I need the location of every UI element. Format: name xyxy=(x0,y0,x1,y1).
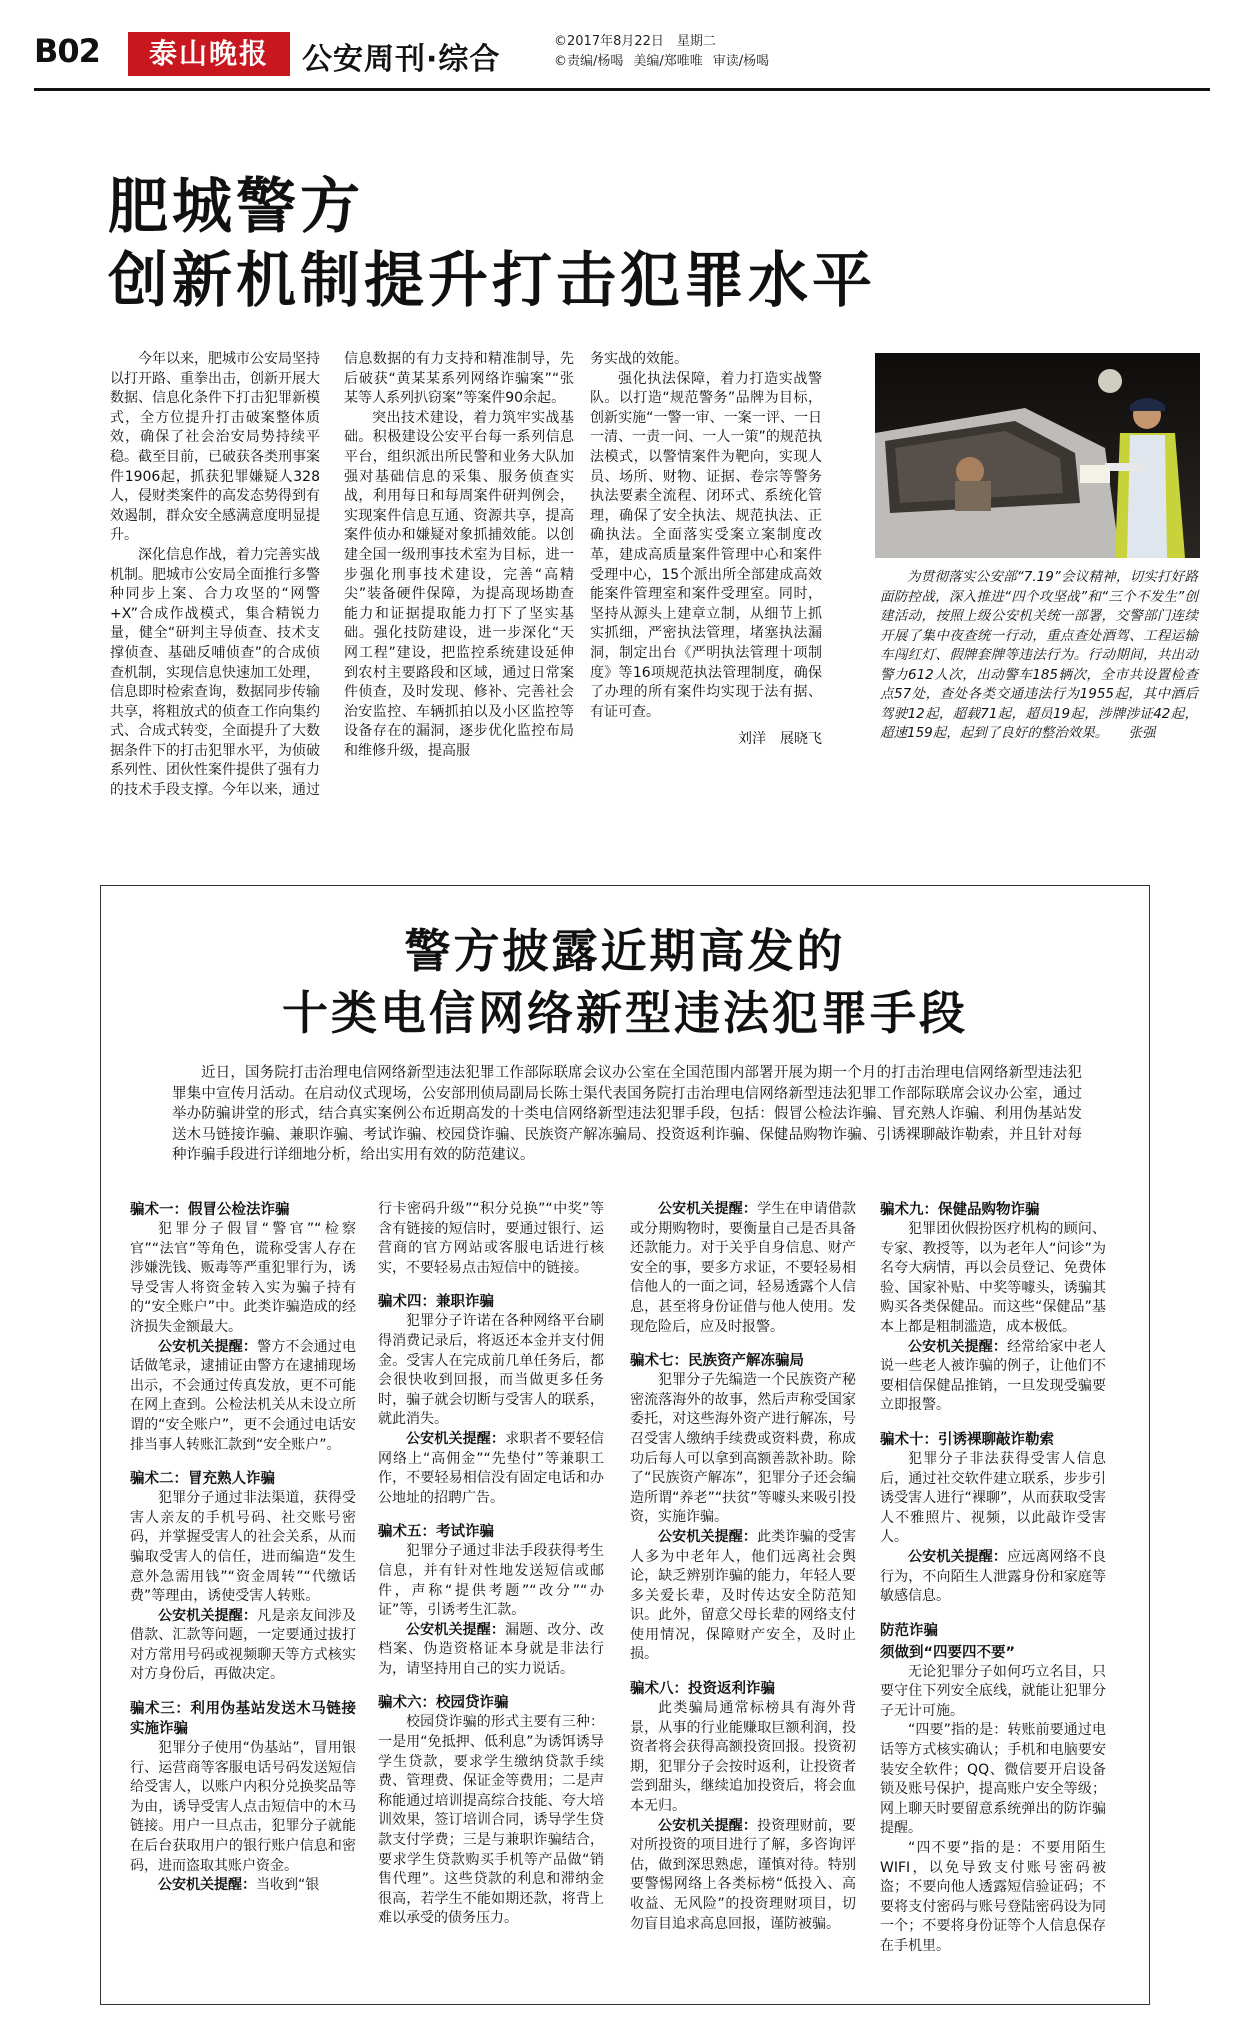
tip-text: 漏题、改分、改档案、伪造资格证本身就是非法行为，请坚持用自己的实力说话。 xyxy=(378,1621,605,1677)
article1-column-2 xyxy=(344,350,574,761)
scam-6-title: 骗术六：校园贷诈骗 xyxy=(378,1695,509,1712)
issue-meta xyxy=(554,32,779,72)
prevention-subtitle: 须做到“四要四不要” xyxy=(880,1644,1016,1661)
newspaper-logo: 泰山晚报 xyxy=(128,32,290,76)
scam-8-body: 此类骗局通常标榜具有海外背景，从事的行业能赚取巨额利润，投资者将会获得高额投资回报。投资初期，犯罪分子会按时返利，让投资者尝到甜头，继续追加投资后，将会血本无归。 xyxy=(630,1700,856,1815)
article2-column-3 xyxy=(630,1200,856,1934)
tip-label: 公安机关提醒： xyxy=(158,1607,258,1624)
tip-text: 凡是亲友间涉及借款、汇款等问题，一定要通过拔打对方常用号码或视频聊天等方式核实对方身份后，再做决定。 xyxy=(130,1607,357,1683)
reviewer-credit: 审读/杨喝 xyxy=(712,54,770,69)
photo-caption xyxy=(880,568,1198,744)
scam-5-tip xyxy=(378,1621,604,1680)
traffic-police-photo xyxy=(875,353,1200,558)
article1-column-3 xyxy=(590,350,822,750)
tip-label: 公安机关提醒： xyxy=(658,1201,758,1217)
photo-illustration xyxy=(875,353,1200,558)
prevention-paragraph: 无论犯罪分子如何巧立名目，只要守住下列安全底线，就能让犯罪分子无计可施。 xyxy=(880,1663,1106,1719)
header-rule xyxy=(34,88,1210,91)
prevention-title: 防范诈骗 xyxy=(880,1622,938,1639)
tip-text: 当收到“银 xyxy=(256,1877,320,1894)
intro-text: 近日，国务院打击治理电信网络新型违法犯罪工作部际联席会议办公室在全国范围内部署开展为期一个月的打击治理电信网络新型违法犯罪集中宣传月活动。在启动仪式现场，公安部刑侦局副局长陈士渠代表国务院打击治理电信网络新型违法犯罪工作部际联席会议办公室，通过举办防骗讲堂的形式，结合真实案例公布近期高发的十类电信网络新型违法犯罪手段，包括：假冒公检法诈骗、冒充熟人诈骗、利用伪基站发送木马链接诈骗、兼职诈骗、考试诈骗、校园贷诈骗、民族资产解冻骗局、投资返利诈骗、保健品购物诈骗、引诱裸聊敲诈勒索，并且针对每种诈骗手段进行详细地分析，给出实用有效的防范建议。 xyxy=(172,1065,1082,1163)
tip-label: 公安机关提醒： xyxy=(406,1621,506,1638)
tip-label: 公安机关提醒： xyxy=(658,1817,758,1834)
tip-text: 经常给家中老人说一些老人被诈骗的例子，让他们不要相信保健品推销，一旦发现受骗要立即报警。 xyxy=(880,1338,1107,1414)
headline-line-1: 肥城警方 xyxy=(108,172,364,242)
article2-intro xyxy=(172,1063,1082,1166)
tip-text: 此类诈骗的受害人多为中老年人，他们远离社会舆论，缺乏辨别诈骗的能力，年轻人要多关爱长辈，及时传达安全防范知识。此外，留意父母长辈的网络支付使用情况，保障财产安全，及时止损。 xyxy=(630,1528,857,1663)
prevention-paragraph: “四不要”指的是：不要用陌生WIFI，以免导致支付账号密码被盗；不要向他人透露短信验证码；不要将支付密码与账号登陆密码设为同一个；不要将身份证等个人信息保存在手机里。 xyxy=(880,1840,1106,1954)
scam-1-body: 犯罪分子假冒“警官”“检察官”“法官”等角色，谎称受害人存在涉嫌洗钱、贩毒等严重犯罪行为，诱导受害人将资金转入实为骗子持有的“安全账户”中。此类诈骗造成的经济损失金额最大。 xyxy=(130,1221,356,1335)
tip-label: 公安机关提醒： xyxy=(908,1338,1008,1355)
article1-column-1 xyxy=(110,350,320,801)
scam-1-title: 骗术一：假冒公检法诈骗 xyxy=(130,1202,290,1218)
scam-7-body: 犯罪分子先编造一个民族资产秘密流落海外的故事，然后声称受国家委托，对这些海外资产进行解冻，号召受害人缴纳手续费或资料费，称成功后每人可以拿到高额善款补助。除了“民族资产解冻”，犯罪分子还会编造所谓“养老”“扶贫”等噱头来吸引投资，实施诈骗。 xyxy=(630,1372,856,1526)
scam-7-title: 骗术七：民族资产解冻骗局 xyxy=(630,1353,804,1370)
article2-column-1 xyxy=(130,1200,356,1896)
scam-4-body: 犯罪分子许诺在各种网络平台刷得消费记录后，将返还本金并支付佣金。受害人在完成前几单任务后，都会很快收到回报，而当做更多任务时，骗子就会切断与受害人的联系，就此消失。 xyxy=(378,1313,604,1428)
scam-5-body: 犯罪分子通过非法手段获得考生信息，并有针对性地发送短信或邮件，声称“提供考题”“改分”“办证”等，引诱考生汇款。 xyxy=(378,1543,604,1619)
paragraph: 信息数据的有力支持和精准制导，先后破获“黄某某系列网络诈骗案”“张某等人系列扒窃案”等案件90余起。 xyxy=(344,351,574,407)
issue-date: ©2017年8月22日 星期二 xyxy=(554,34,716,49)
scam-7-tip xyxy=(630,1528,856,1665)
paragraph: 深化信息作战，着力完善实战机制。肥城市公安局全面推行多警种同步上案、合力攻坚的“网警+X”合成作战模式，集合精锐力量，健全“研判主导侦查、技术支撑侦查、基础反哺侦查”的合成侦查机制，实现信息快速加工处理，信息即时检索查询，数据同步传输共享，将粗放式的侦查工作向集约式、合成式转变，全面提升了大数据条件下的打击犯罪水平，为侦破系列性、团伙性案件提供了强有力的技术手段支撑。今年以来，通过 xyxy=(110,546,320,799)
headline-line-2: 创新机制提升打击犯罪水平 xyxy=(108,246,876,316)
scam-1-tip xyxy=(130,1338,356,1456)
scam-2-title: 骗术二：冒充熟人诈骗 xyxy=(130,1471,275,1488)
paragraph: 务实战的效能。 xyxy=(590,351,688,367)
tip-text: 学生在申请借款或分期购物时，要衡量自己是否具备还款能力。对于关乎自身信息、财产安全的事，要多方求证，不要轻易相信他人的一面之词，轻易透露个人信息，甚至将身份证借与他人使用。发现危险后，应及时报警。 xyxy=(630,1201,857,1335)
article2-column-2 xyxy=(378,1200,604,1929)
scam-10-title: 骗术十：引诱裸聊敲诈勒索 xyxy=(880,1431,1054,1448)
scam-6-tip xyxy=(630,1200,856,1337)
designer-credit: 美编/郑唯唯 xyxy=(633,54,703,69)
scam-9-title: 骗术九：保健品购物诈骗 xyxy=(880,1202,1040,1218)
paragraph: 突出技术建设，着力筑牢实战基础。积极建设公安平台每一系列信息平台，组织派出所民警和业务大队加强对基础信息的采集、服务侦查实战，利用每日和每周案件研判例会，实现案件信息互通、资源共享，提高案件侦办和嫌疑对象抓捕效能。以创建全国一级刑事技术室为目标，进一步强化刑事技术建设，完善“高精尖”装备硬件保障，为提高现场勘查能力和证据提取能力打下了坚实基础。强化技防建设，进一步深化“天网工程”建设，把监控系统建设延伸到农村主要路段和区域，通过日常案件侦查，及时发现、修补、完善社会治安监控、车辆抓拍以及小区监控等设备存在的漏洞，逐步优化监控布局和维修升级，提高服 xyxy=(344,409,574,759)
prevention-paragraph: “四要”指的是：转账前要通过电话等方式核实确认；手机和电脑要安装安全软件；QQ、微信要开启设备锁及账号保护，提高账户安全等级；网上聊天时要留意系统弹出的防诈骗提醒。 xyxy=(880,1722,1106,1837)
article2-column-4 xyxy=(880,1200,1106,1957)
headline-line-1: 警方披露近期高发的 xyxy=(404,924,846,978)
tip-text: 应远离网络不良行为，不向陌生人泄露身份和家庭等敏感信息。 xyxy=(880,1548,1107,1605)
scam-4-tip xyxy=(378,1430,604,1508)
page-number: B02 xyxy=(34,32,100,70)
scam-8-title: 骗术八：投资返利诈骗 xyxy=(630,1681,775,1698)
tip-text: 求职者不要轻信网络上“高佣金”“先垫付”等兼职工作，不要轻易相信没有固定电话和办公地址的招聘广告。 xyxy=(378,1430,605,1506)
paragraph: 今年以来，肥城市公安局坚持以打开路、重拳出击，创新开展大数据、信息化条件下打击犯罪新模式，全方位提升打击破案整体质效，确保了社会治安局势持续平稳。截至目前，已破获各类刑事案件1906起，抓获犯罪嫌疑人328人，侵财类案件的高发态势得到有效遏制，群众安全感满意度明显提升。 xyxy=(110,351,320,544)
headline-line-2: 十类电信网络新型违法犯罪手段 xyxy=(282,986,968,1040)
scam-9-tip xyxy=(880,1338,1106,1416)
tip-label: 公安机关提醒： xyxy=(406,1430,506,1447)
paragraph: 强化执法保障，着力打造实战警队。以打造“规范警务”品牌为目标，创新实施“一警一审、一案一评、一日一清、一责一问、一人一策”的规范执法模式，以警情案件为靶向，实现人员、场所、财物、证据、卷宗等警务执法要素全流程、闭环式、系统化管理，确保了安全执法、规范执法、正确执法。全面落实受案立案制度改革，建成高质量案件管理中心和案件受理中心，15个派出所全部建成高效能案件管理室和案件受理室。同时，坚持从源头上建章立制，从细节上抓实抓细，严密执法管理，堵塞执法漏洞，制定出台《严明执法管理十项制度》等16项规范执法管理制度，确保了办理的所有案件均实现于法有据、有证可查。 xyxy=(590,370,822,720)
scam-8-tip xyxy=(630,1817,856,1935)
scam-9-body: 犯罪团伙假扮医疗机构的顾问、专家、教授等，以为老年人“问诊”为名夸大病情，再以会员登记、免费体验、国家补贴、中奖等噱头，诱骗其购买各类保健品。而这些“保健品”基本上都是粗制滥造，成本极低。 xyxy=(880,1221,1106,1335)
scam-3-body: 犯罪分子使用“伪基站”，冒用银行、运营商等客服电话号码发送短信给受害人，以账户内积分兑换奖品等为由，诱导受害人点击短信中的木马链接。用户一旦点击，犯罪分子就能在后台获取用户的银行账户信息和密码，进而盗取其账户资金。 xyxy=(130,1740,356,1874)
scam-3-tip xyxy=(130,1876,356,1896)
tip-label: 公安机关提醒： xyxy=(158,1338,258,1355)
editor-credit: ©责编/杨喝 xyxy=(554,54,624,69)
scam-10-tip xyxy=(880,1548,1106,1607)
masthead xyxy=(34,30,1210,80)
scam-3-title: 骗术三：利用伪基站发送木马链接实施诈骗 xyxy=(130,1701,356,1738)
section-title: 公安周刊·综合 xyxy=(302,42,501,77)
scam-2-tip xyxy=(130,1607,356,1685)
article2-headline xyxy=(100,920,1150,1044)
scam-5-title: 骗术五：考试诈骗 xyxy=(378,1524,494,1541)
scam-6-body: 校园贷诈骗的形式主要有三种：一是用“免抵押、低利息”为诱饵诱导学生贷款，要求学生缴纳贷款手续费、管理费、保证金等费用；二是声称能通过培训提高综合技能、夸大培训效果，签订培训合同，诱导学生贷款支付学费；三是与兼职诈骗结合，要求学生贷款购买手机等产品做“销售代理”。这些贷款的利息和滞纳金很高，若学生不能如期还款，将背上难以承受的债务压力。 xyxy=(378,1714,604,1927)
scam-4-title: 骗术四：兼职诈骗 xyxy=(378,1294,494,1311)
tip-text: 警方不会通过电话做笔录，逮捕证由警方在逮捕现场出示，不会通过传真发放，更不可能在网上查到。公检法机关从未设立所谓的“安全账户”，更不会通过电话安排当事人转账汇款到“安全账户”。 xyxy=(130,1338,357,1453)
tip-label: 公安机关提醒： xyxy=(658,1528,758,1545)
caption-text: 为贯彻落实公安部“7.19”会议精神，切实打好路面防控战，深入推进“四个攻坚战”和“三个不发生”创建活动，按照上级公安机关统一部署，交警部门连续开展了集中夜查统一行动，重点查处酒驾、工程运输车闯红灯、假牌套牌等违法行为。行动期间，共出动警力612人次，出动警车185辆次，全市共设置检查点57处，查处各类交通违法行为1955起，其中酒后驾驶12起，超载71起，超员19起，涉牌涉证42起，超速159起，起到了良好的整治效果。 张强 xyxy=(880,569,1198,741)
scam-10-body: 犯罪分子非法获得受害人信息后，通过社交软件建立联系，步步引诱受害人进行“裸聊”，从而获取受害人不雅照片、视频，以此敲诈受害人。 xyxy=(880,1450,1106,1546)
article1-headline xyxy=(108,170,1008,318)
article1-byline: 刘洋 展晓飞 xyxy=(738,731,822,748)
tip-text: 投资理财前，要对所投资的项目进行了解，多咨询评估，做到深思熟虑，谨慎对待。特别要警惕网络上各类标榜“低投入、高收益、无风险”的投资理财项目，切勿盲目追求高息回报，谨防被骗。 xyxy=(630,1817,857,1932)
scam-2-body: 犯罪分子通过非法渠道，获得受害人亲友的手机号码、社交账号密码，并掌握受害人的社会关系，从而骗取受害人的信任，进而编造“发生意外急需用钱”“资金周转”“代缴话费”等理由，诱使受害人转账。 xyxy=(130,1490,356,1605)
tip-label: 公安机关提醒： xyxy=(908,1548,1008,1565)
tip-label: 公安机关提醒： xyxy=(158,1877,256,1894)
continued-text: 行卡密码升级”“积分兑换”“中奖”等含有链接的短信时，要通过银行、运营商的官方网站或客服电话进行核实，不要轻易点击短信中的链接。 xyxy=(378,1201,604,1276)
